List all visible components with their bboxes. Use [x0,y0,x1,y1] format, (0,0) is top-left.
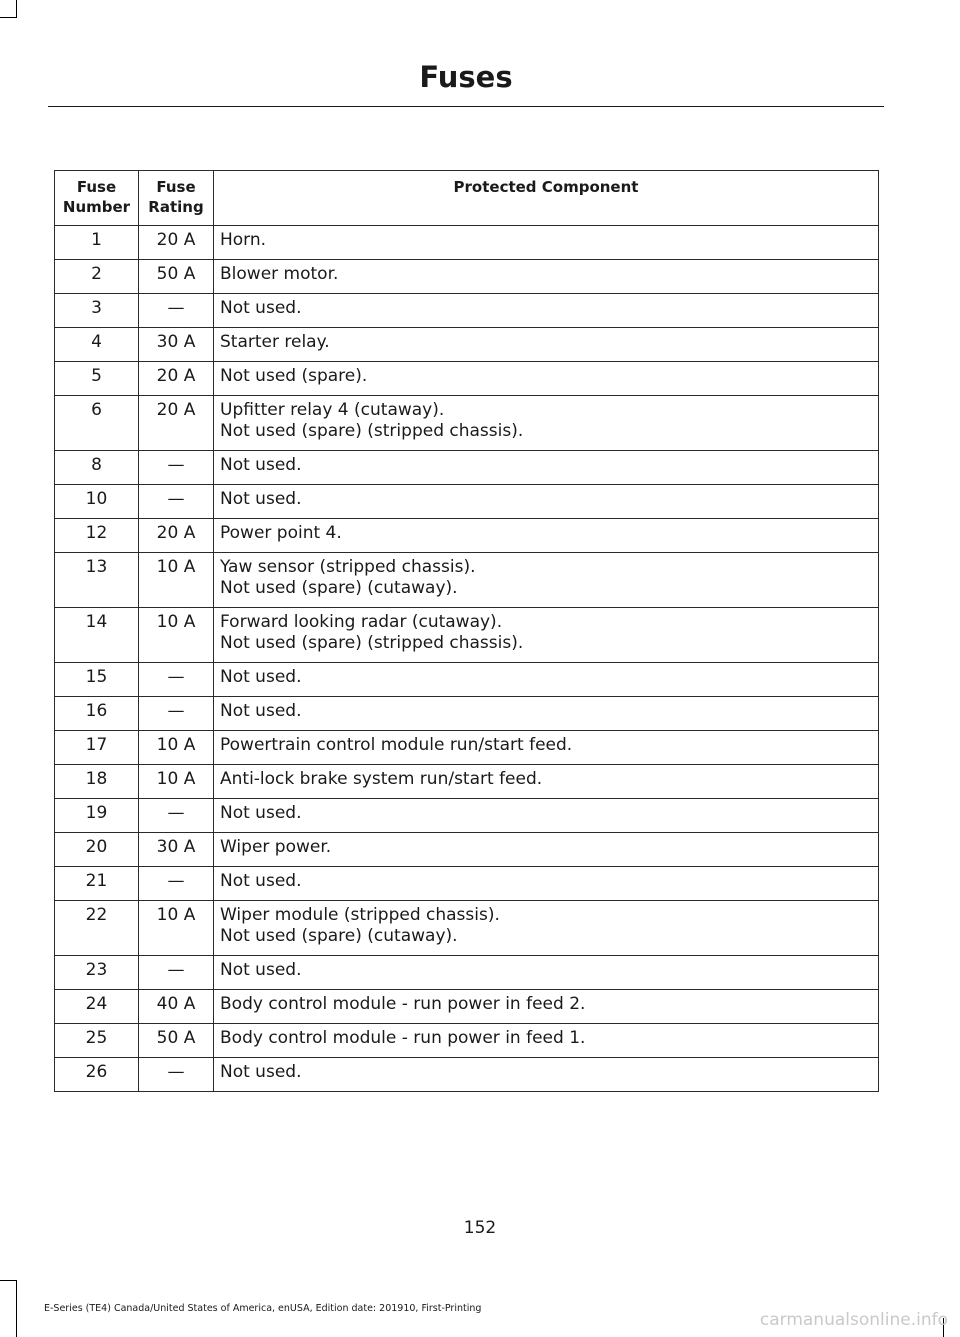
fuse-number-cell: 21 [55,867,139,901]
component-line: Not used. [220,960,302,980]
fuse-rating-cell: — [139,485,214,519]
component-line: Not used. [220,667,302,687]
fuse-rating-cell: 20 A [139,396,214,451]
fuse-number-cell: 3 [55,294,139,328]
table-row [55,553,879,608]
protected-component-cell [214,1024,879,1058]
fuse-number-cell: 17 [55,731,139,765]
table-row [55,765,879,799]
header-line: Fuse [156,178,196,196]
fuse-number-cell: 15 [55,663,139,697]
fuse-number-cell: 12 [55,519,139,553]
table-row [55,901,879,956]
watermark: carmanualsonline.info [759,1310,948,1330]
table-row [55,608,879,663]
component-line: Anti-lock brake system run/start feed. [220,769,543,789]
table-row [55,328,879,362]
component-line: Wiper module (stripped chassis). [220,905,500,925]
fuse-rating-cell: — [139,1058,214,1092]
fuse-number-cell: 25 [55,1024,139,1058]
table-row [55,956,879,990]
protected-component-cell [214,362,879,396]
fuse-rating-cell: 20 A [139,519,214,553]
table-row [55,990,879,1024]
fuse-number-cell: 24 [55,990,139,1024]
protected-component-cell [214,608,879,663]
protected-component-cell [214,867,879,901]
fuse-rating-cell: — [139,799,214,833]
protected-component-cell [214,1058,879,1092]
component-line: Not used (spare) (stripped chassis). [220,633,524,653]
fuse-rating-cell: — [139,956,214,990]
fuse-rating-cell: 20 A [139,362,214,396]
component-line: Power point 4. [220,523,342,543]
table-header-row [55,171,879,226]
crop-mark-bottom-left-h [0,1280,17,1281]
component-line: Not used (spare) (cutaway). [220,926,458,946]
component-line: Not used (spare) (stripped chassis). [220,421,524,441]
fuse-number-cell: 4 [55,328,139,362]
component-line: Powertrain control module run/start feed. [220,735,573,755]
fuse-rating-cell: 10 A [139,765,214,799]
component-line: Wiper power. [220,837,332,857]
table-row [55,867,879,901]
fuse-number-cell: 16 [55,697,139,731]
fuse-table [54,170,879,1092]
protected-component-cell [214,956,879,990]
protected-component-cell [214,901,879,956]
component-line: Not used. [220,1062,302,1082]
component-line: Yaw sensor (stripped chassis). [220,557,476,577]
fuse-number-cell: 13 [55,553,139,608]
fuse-number-cell: 10 [55,485,139,519]
component-line: Not used. [220,489,302,509]
component-line: Not used (spare). [220,366,368,386]
table-row [55,697,879,731]
fuse-rating-cell: 30 A [139,833,214,867]
protected-component-cell [214,328,879,362]
protected-component-cell [214,519,879,553]
component-line: Blower motor. [220,264,339,284]
protected-component-cell [214,663,879,697]
table-row [55,485,879,519]
page-number: 152 [463,1218,497,1238]
header-line: Number [62,198,131,216]
title-divider [48,106,884,107]
protected-component-cell [214,697,879,731]
page-title: Fuses [419,60,513,94]
protected-component-cell [214,799,879,833]
fuse-number-cell: 26 [55,1058,139,1092]
fuse-rating-cell: 10 A [139,901,214,956]
component-line: Body control module - run power in feed 2. [220,994,586,1014]
fuse-number-cell: 19 [55,799,139,833]
protected-component-cell [214,731,879,765]
fuse-table-body [55,226,879,1092]
fuse-number-cell: 5 [55,362,139,396]
fuse-number-cell: 23 [55,956,139,990]
component-line: Horn. [220,230,267,250]
crop-mark-top-left-h [0,17,17,18]
crop-mark-bottom-left-v [16,1280,17,1337]
fuse-number-cell: 2 [55,260,139,294]
fuse-rating-cell: — [139,663,214,697]
component-line: Not used (spare) (cutaway). [220,578,458,598]
protected-component-cell [214,396,879,451]
table-row [55,1024,879,1058]
edition-footer: E-Series (TE4) Canada/United States of America, enUSA, Edition date: 201910, First-Printing [44,1303,482,1314]
fuse-rating-cell: 50 A [139,1024,214,1058]
table-row [55,519,879,553]
fuse-rating-cell: 50 A [139,260,214,294]
component-line: Not used. [220,455,302,475]
fuse-rating-cell: — [139,867,214,901]
fuse-number-cell: 8 [55,451,139,485]
fuse-rating-cell: 10 A [139,608,214,663]
column-header-protected-component: Protected Component [214,171,879,226]
component-line: Forward looking radar (cutaway). [220,612,503,632]
protected-component-cell [214,260,879,294]
table-row [55,396,879,451]
fuse-rating-cell: 10 A [139,731,214,765]
fuse-rating-cell: 30 A [139,328,214,362]
fuse-rating-cell: — [139,697,214,731]
table-row [55,731,879,765]
component-line: Starter relay. [220,332,330,352]
component-line: Not used. [220,803,302,823]
protected-component-cell [214,990,879,1024]
header-line: Fuse [76,178,117,196]
protected-component-cell [214,226,879,260]
table-row [55,833,879,867]
header-line: Rating [148,198,204,216]
protected-component-cell [214,765,879,799]
protected-component-cell [214,833,879,867]
table-row [55,1058,879,1092]
crop-mark-top-left-v [16,0,17,18]
table-row [55,226,879,260]
column-header-fuse-rating [139,171,214,226]
fuse-number-cell: 22 [55,901,139,956]
protected-component-cell [214,451,879,485]
fuse-number-cell: 14 [55,608,139,663]
protected-component-cell [214,294,879,328]
table-row [55,663,879,697]
table-row [55,260,879,294]
component-line: Body control module - run power in feed 1. [220,1028,586,1048]
fuse-number-cell: 18 [55,765,139,799]
fuse-number-cell: 1 [55,226,139,260]
table-row [55,362,879,396]
table-row [55,799,879,833]
fuse-number-cell: 6 [55,396,139,451]
component-line: Not used. [220,298,302,318]
component-line: Upfitter relay 4 (cutaway). [220,400,445,420]
fuse-rating-cell: — [139,451,214,485]
fuse-rating-cell: 10 A [139,553,214,608]
component-line: Not used. [220,701,302,721]
fuse-number-cell: 20 [55,833,139,867]
component-line: Not used. [220,871,302,891]
column-header-fuse-number [55,171,139,226]
fuse-rating-cell: 40 A [139,990,214,1024]
table-row [55,294,879,328]
protected-component-cell [214,485,879,519]
fuse-rating-cell: — [139,294,214,328]
protected-component-cell [214,553,879,608]
table-row [55,451,879,485]
fuse-rating-cell: 20 A [139,226,214,260]
